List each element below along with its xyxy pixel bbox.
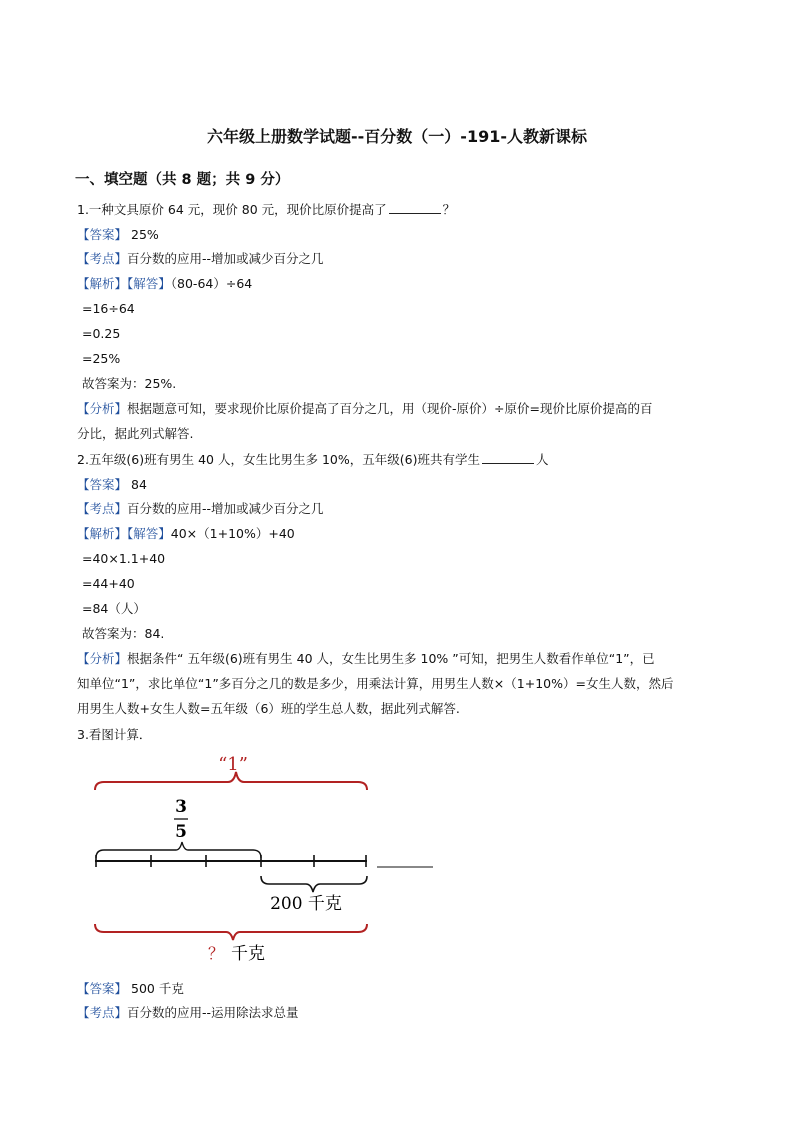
q2-reasoning: 【分析】根据条件“ 五年级(6)班有男生 40 人，女生比男生多 10% ”可知，把男生人数看作单位“1”，已 <box>77 651 655 666</box>
unknown-mark: ？ <box>207 944 225 963</box>
q3-point: 【考点】百分数的应用--运用除法求总量 <box>77 1005 299 1020</box>
q3-answer: 【答案】 500 千克 <box>77 981 184 996</box>
q2-answer: 【答案】 84 <box>77 477 147 492</box>
unit-one-label: “1” <box>218 754 248 775</box>
q2-conclusion: 故答案为：84. <box>82 626 165 641</box>
q2-reasoning-cont: 知单位“1”，求比单位“1”多百分之几的数是多少，用乘法计算，用男生人数×（1+10%）=女生人数，然后 <box>77 676 674 691</box>
q1-point: 【考点】百分数的应用--增加或减少百分之几 <box>77 251 324 266</box>
answer-blank <box>389 201 441 214</box>
q2-stem: 2.五年级(6)班有男生 40 人，女生比男生多 10%，五年级(6)班共有学生 人 <box>77 452 549 467</box>
page-title: 六年级上册数学试题--百分数（一）-191-人教新课标 <box>207 127 587 146</box>
q1-step: =16÷64 <box>82 301 135 316</box>
answer-blank <box>482 451 534 464</box>
fraction-numerator: 3 <box>175 797 187 817</box>
q1-conclusion: 故答案为：25%. <box>82 376 177 391</box>
fraction-brace <box>96 842 261 858</box>
q2-reasoning-cont: 用男生人数+女生人数=五年级（6）班的学生总人数，据此列式解答. <box>77 701 460 716</box>
q1-solution: 【解析】【解答】（80-64）÷64 <box>77 276 253 291</box>
q2-solution: 【解析】【解答】40×（1+10%）+40 <box>77 526 295 541</box>
q1-reasoning-cont: 分比，据此列式解答. <box>77 426 194 441</box>
q2-step: =84（人） <box>82 601 146 616</box>
q1-answer: 【答案】 25% <box>77 227 159 242</box>
q1-step: =0.25 <box>82 326 121 341</box>
q1-stem: 1.一种文具原价 64 元，现价 80 元，现价比原价提高了 ？ <box>77 202 456 217</box>
known-label: 200 千克 <box>270 894 342 914</box>
q3-stem: 3.看图计算． <box>77 727 152 742</box>
q1-reasoning: 【分析】根据题意可知，要求现价比原价提高了百分之几，用（现价-原价）÷原价=现价比原价提高的百 <box>77 401 653 416</box>
section-heading: 一、填空题（共 8 题；共 9 分） <box>75 172 290 188</box>
unknown-unit: 千克 <box>231 944 265 964</box>
unknown-brace <box>95 924 367 940</box>
known-brace <box>261 876 367 892</box>
q1-step: =25% <box>82 351 121 366</box>
q2-step: =44+40 <box>82 576 135 591</box>
fraction-denominator: 5 <box>175 822 187 842</box>
q2-step: =40×1.1+40 <box>82 551 166 566</box>
q2-point: 【考点】百分数的应用--增加或减少百分之几 <box>77 501 324 516</box>
segment-diagram <box>0 740 794 980</box>
